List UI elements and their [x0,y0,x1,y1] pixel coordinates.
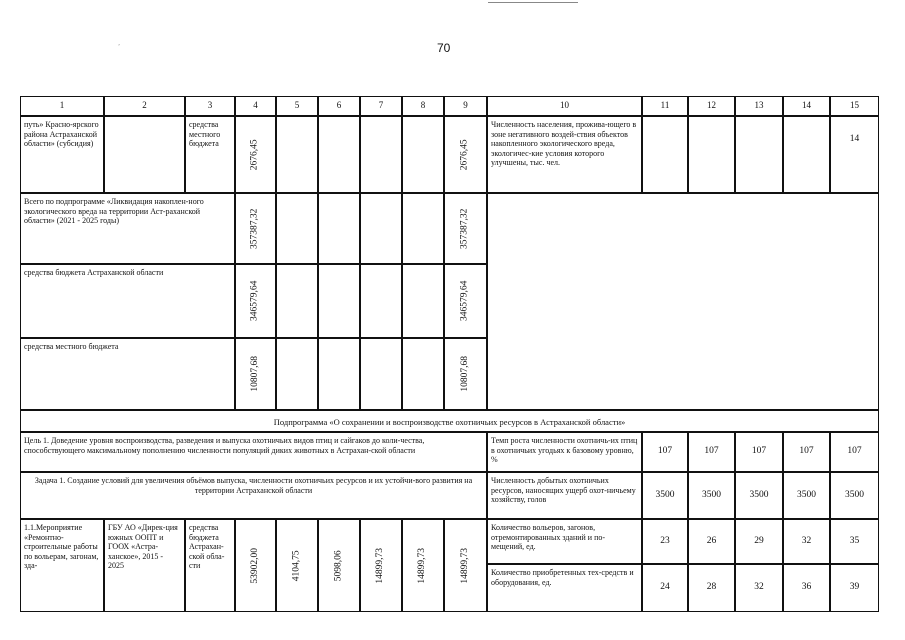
row-local-y2024 [402,338,444,410]
col-header-3: 3 [185,96,235,116]
goal-v14: 107 [783,432,830,472]
measure-name: 1.1.Мероприятие «Ремонтно-строительные работы по вольерам, загонам, зда- [20,519,104,612]
scan-mark: ʼ [118,44,120,50]
col-header-1: 1 [20,96,104,116]
row-a-y2022 [318,116,360,193]
measure-ind1-v15: 35 [830,519,879,564]
measure-source: средства бюджета Астрахан-ской обла-сти [185,519,235,612]
goal-indicator: Темп роста численности охотничь-их птиц в охотничьих угодьях к базовому уровню, % [487,432,642,472]
measure-total: 53902,00 [235,519,276,612]
task-v11: 3500 [642,472,688,519]
measure-ind1-v12: 26 [688,519,735,564]
row-a-y2025: 2676,45 [444,116,487,193]
row-regional-y2023 [360,264,402,338]
measure-ind1-v14: 32 [783,519,830,564]
row-a-v15: 14 [830,116,879,193]
row-a-source: средства местного бюджета [185,116,235,193]
task-text: Задача 1. Создание условий для увеличения объёмов выпуска, численности охотничьих ресурсов и их устойчи-вого развития на территории Астраханской области [20,472,487,519]
row-a-indicator: Численность населения, прожива-ющего в зоне негативного воздей-ствия объектов накопленного экологического вреда, экологичес-кие условия которого улучшены, тыс. чел. [487,116,642,193]
row-total-label: Всего по подпрограмме «Ликвидация накоплен-ного экологического вреда на территории Аст-раханской области» (2021 - 2025 годы) [20,193,235,264]
col-header-10: 10 [487,96,642,116]
top-rule [488,2,578,3]
task-v13: 3500 [735,472,783,519]
measure-y2023: 14899,73 [360,519,402,612]
col-header-14: 14 [783,96,830,116]
row-total-y2022 [318,193,360,264]
task-v14: 3500 [783,472,830,519]
measure-indicator-2: Количество приобретенных тех-средств и оборудования, ед. [487,564,642,612]
row-regional-y2024 [402,264,444,338]
task-v12: 3500 [688,472,735,519]
row-a-executor [104,116,185,193]
row-a-v13 [735,116,783,193]
col-header-11: 11 [642,96,688,116]
task-indicator: Численность добытых охотничьих ресурсов, наносящих ущерб охот-ничьему хозяйству, голов [487,472,642,519]
row-a-v12 [688,116,735,193]
measure-ind2-v12: 28 [688,564,735,612]
col-header-9: 9 [444,96,487,116]
row-a-y2021 [276,116,318,193]
measure-ind2-v14: 36 [783,564,830,612]
goal-v11: 107 [642,432,688,472]
col-header-7: 7 [360,96,402,116]
row-local-y2023 [360,338,402,410]
row-a-v14 [783,116,830,193]
col-header-8: 8 [402,96,444,116]
subprogram-title: Подпрограмма «О сохранении и воспроизводстве охотничьих ресурсов в Астраханской области» [20,410,879,432]
col-header-4: 4 [235,96,276,116]
row-a-y2024 [402,116,444,193]
row-regional-label: средства бюджета Астраханской области [20,264,235,338]
row-local-y2025: 10807,68 [444,338,487,410]
row-local-y2021 [276,338,318,410]
summary-empty-area [487,193,879,410]
col-header-12: 12 [688,96,735,116]
row-total-sum: 357387,32 [235,193,276,264]
measure-ind2-v13: 32 [735,564,783,612]
goal-v12: 107 [688,432,735,472]
row-regional-sum: 346579,64 [235,264,276,338]
measure-y2025: 14899,73 [444,519,487,612]
measure-y2024: 14899,73 [402,519,444,612]
row-local-y2022 [318,338,360,410]
measure-ind1-v11: 23 [642,519,688,564]
row-total-y2025: 357387,32 [444,193,487,264]
page-number: 70 [437,41,451,55]
col-header-2: 2 [104,96,185,116]
program-table [21,97,880,612]
row-local-label: средства местного бюджета [20,338,235,410]
goal-text: Цель 1. Доведение уровня воспроизводства, разведения и выпуска охотничьих видов птиц и сайгаков до коли-чества, способствующего максимальному пополнению численности популяций диких животных в Астрахан-ской области [20,432,487,472]
measure-y2021: 4104,75 [276,519,318,612]
row-a-y2023 [360,116,402,193]
col-header-5: 5 [276,96,318,116]
col-header-13: 13 [735,96,783,116]
row-a-name: путь» Красно-ярского района Астраханской области» (субсидия) [20,116,104,193]
row-local-sum: 10807,68 [235,338,276,410]
goal-v15: 107 [830,432,879,472]
row-total-y2024 [402,193,444,264]
col-header-15: 15 [830,96,879,116]
row-regional-y2022 [318,264,360,338]
row-regional-y2025: 346579,64 [444,264,487,338]
measure-y2022: 5098,06 [318,519,360,612]
row-a-total: 2676,45 [235,116,276,193]
goal-v13: 107 [735,432,783,472]
measure-executor: ГБУ АО «Дирек-ция южных ООПТ и ГООХ «Астра-ханское», 2015 - 2025 [104,519,185,612]
row-total-y2021 [276,193,318,264]
measure-ind2-v15: 39 [830,564,879,612]
row-total-y2023 [360,193,402,264]
measure-ind2-v11: 24 [642,564,688,612]
task-v15: 3500 [830,472,879,519]
row-regional-y2021 [276,264,318,338]
measure-indicator-1: Количество вольеров, загонов, отремонтированных зданий и по-мещений, ед. [487,519,642,564]
row-a-v11 [642,116,688,193]
measure-ind1-v13: 29 [735,519,783,564]
col-header-6: 6 [318,96,360,116]
